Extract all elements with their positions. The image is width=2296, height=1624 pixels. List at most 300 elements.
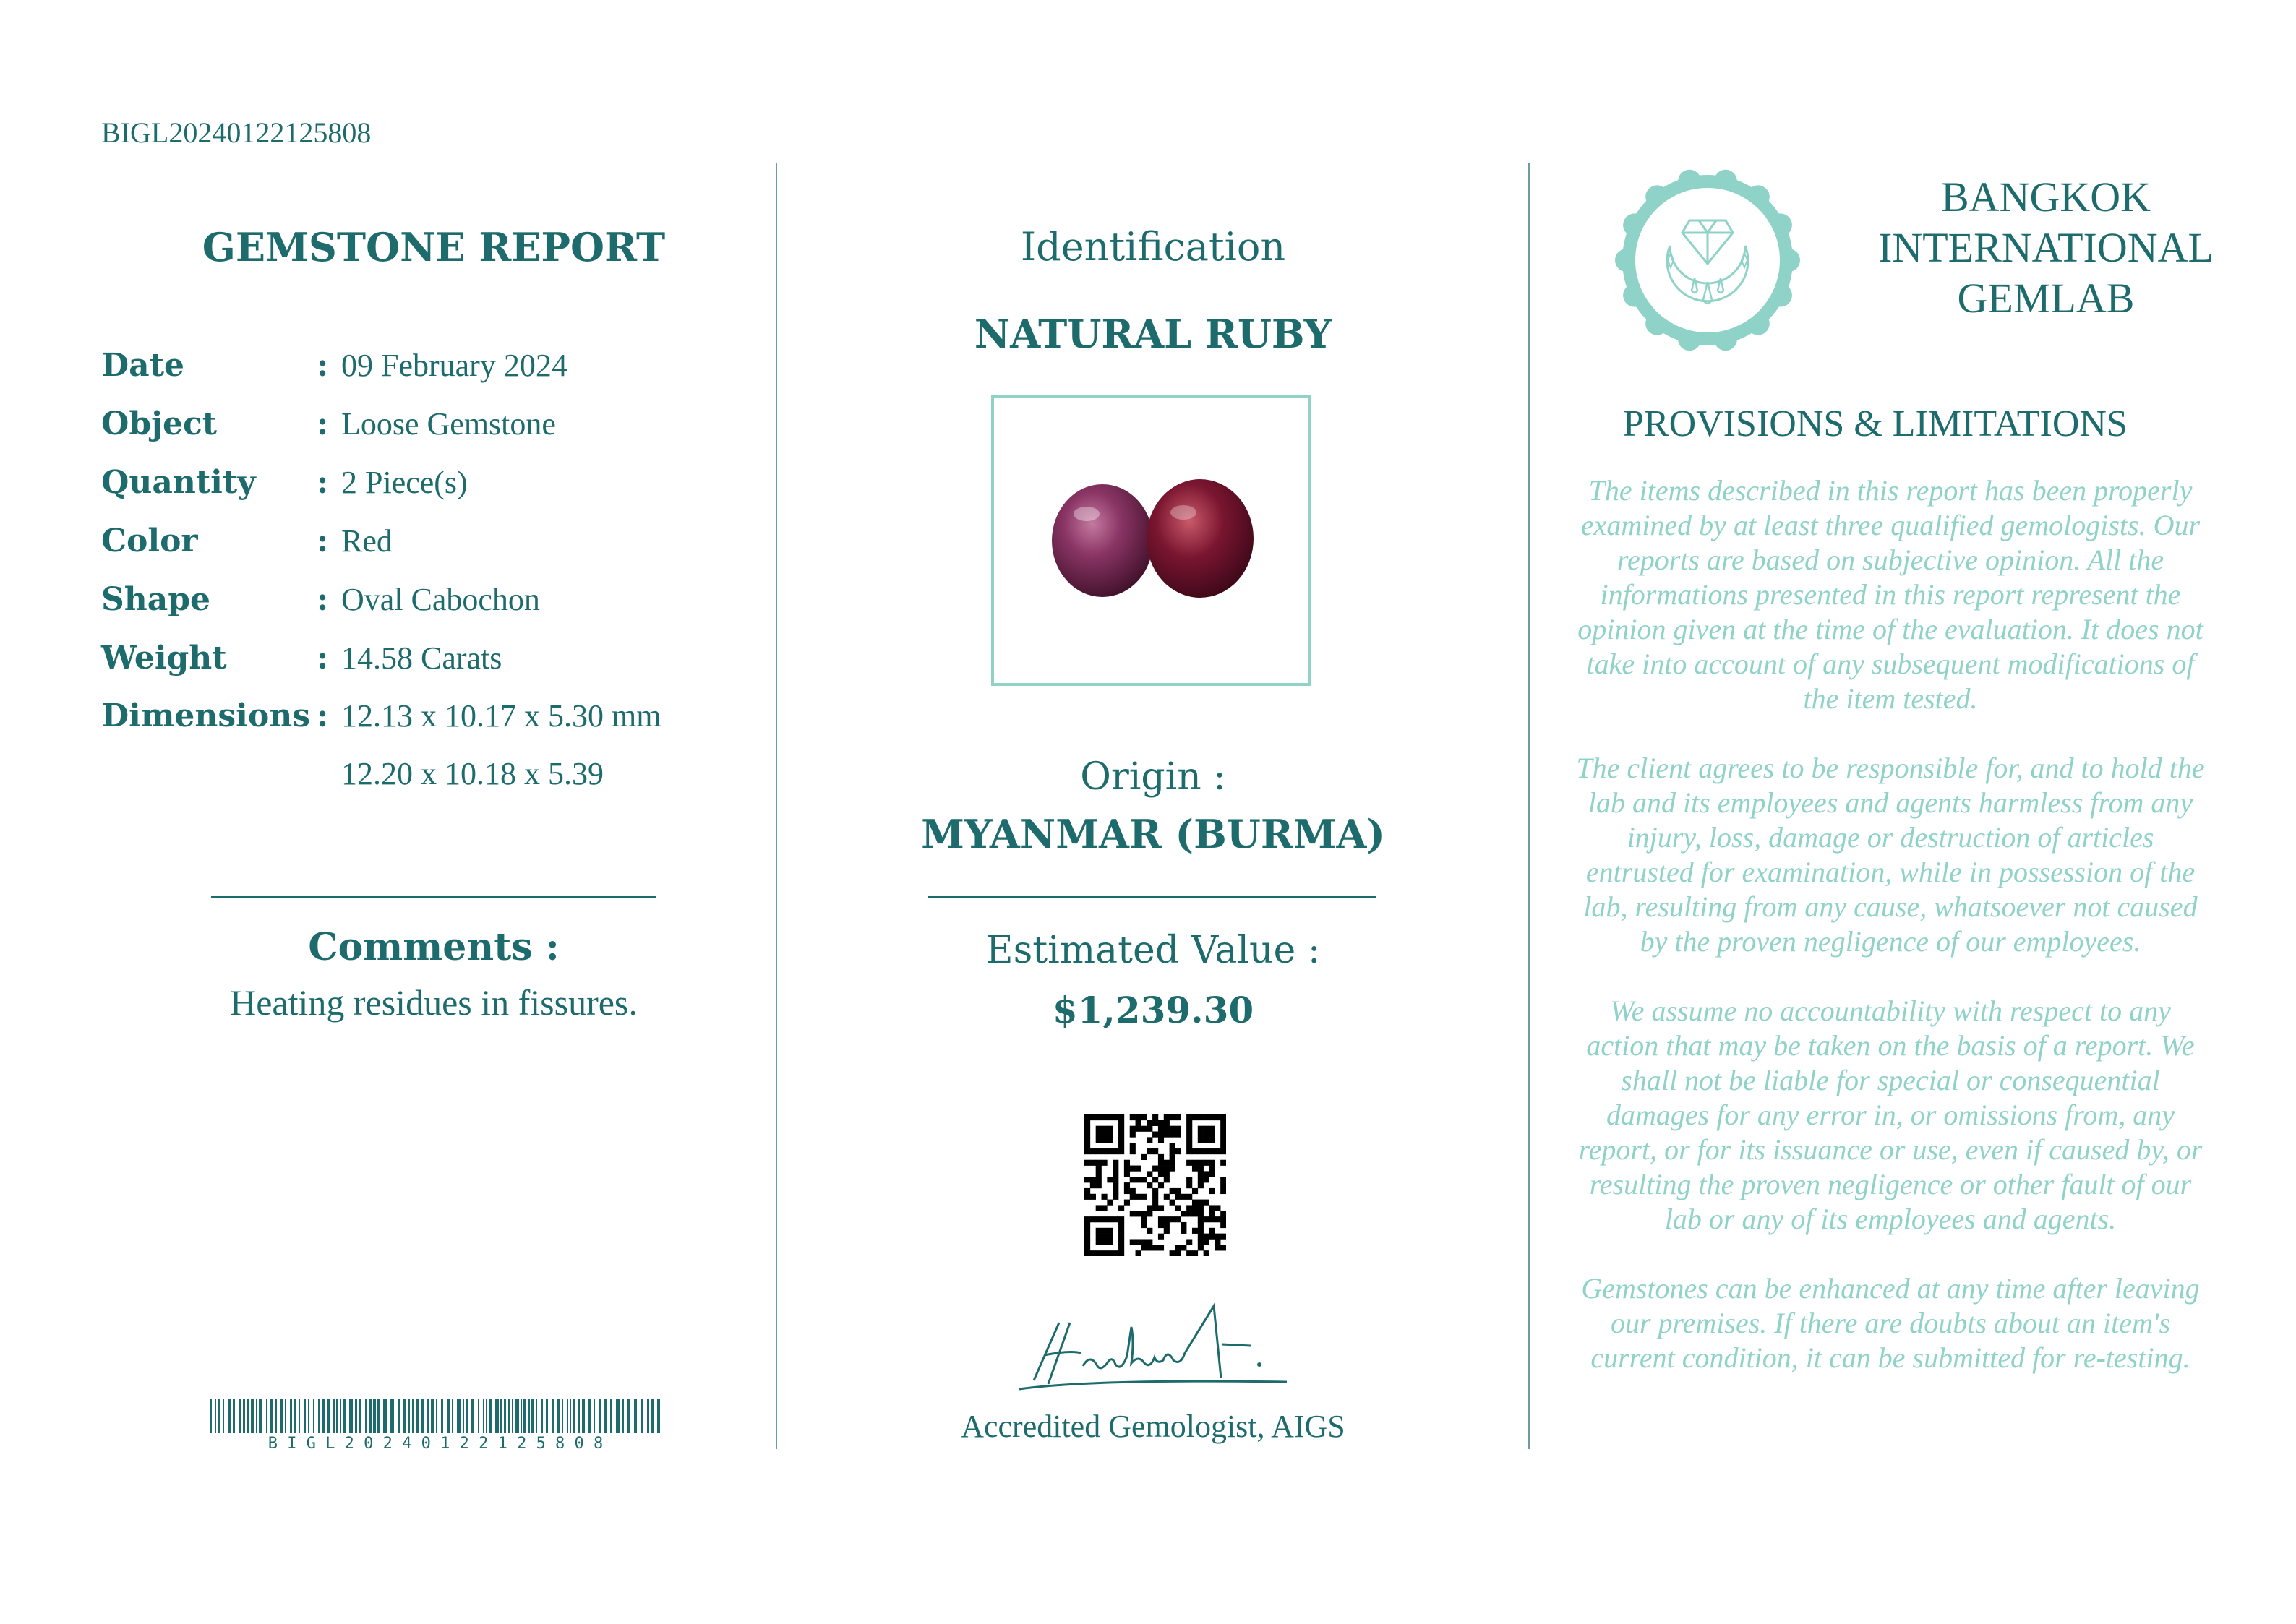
qr-module — [1164, 1132, 1170, 1138]
barcode-bar — [290, 1399, 292, 1433]
signature-role: Accredited Gemologist, AIGS — [961, 1409, 1345, 1444]
barcode-bar — [512, 1399, 513, 1433]
qr-module — [1220, 1137, 1226, 1143]
barcode-bar — [383, 1399, 387, 1433]
qr-module — [1220, 1216, 1226, 1222]
field-colon: : — [317, 405, 329, 442]
qr-module — [1141, 1126, 1147, 1132]
qr-module — [1118, 1143, 1124, 1148]
qr-module — [1198, 1126, 1204, 1132]
qr-module — [1096, 1171, 1102, 1177]
qr-module — [1124, 1200, 1130, 1206]
qr-module — [1152, 1194, 1158, 1200]
qr-module — [1209, 1216, 1215, 1222]
barcode-bar — [259, 1399, 262, 1433]
qr-module — [1209, 1171, 1215, 1177]
qr-module — [1090, 1160, 1096, 1166]
barcode-bar — [515, 1399, 519, 1433]
barcode-bar — [508, 1399, 510, 1433]
qr-module — [1220, 1160, 1226, 1166]
qr-module — [1096, 1205, 1102, 1211]
qr-module — [1198, 1114, 1204, 1120]
qr-module — [1107, 1216, 1113, 1222]
lab-seal-logo — [1614, 166, 1802, 354]
provisions-paragraph-2: The client agrees to be responsible for, and to hold the lab and its employees and agents harmless from any injury, loss, damage or destruction of articles entrusted for examination, while in possession of the lab, resulting from any cause, whatsoever not caused by the proven negligence of our employees. — [1576, 752, 2205, 958]
qr-module — [1147, 1126, 1152, 1132]
qr-module — [1158, 1182, 1164, 1188]
qr-module — [1136, 1120, 1141, 1126]
qr-module — [1152, 1148, 1158, 1154]
barcode-bar — [251, 1399, 254, 1433]
qr-module — [1102, 1228, 1108, 1234]
qr-module — [1118, 1228, 1124, 1234]
qr-module — [1186, 1250, 1192, 1256]
qr-module — [1090, 1182, 1096, 1188]
qr-module — [1130, 1132, 1136, 1138]
barcode-bar — [403, 1399, 406, 1433]
qr-module — [1147, 1211, 1152, 1216]
gemologist-signature — [1005, 1294, 1294, 1402]
qr-module — [1164, 1166, 1170, 1172]
left-divider-line — [211, 896, 656, 898]
qr-module — [1107, 1148, 1113, 1154]
barcode-bar — [441, 1399, 443, 1433]
qr-module — [1192, 1114, 1198, 1120]
barcode-bar — [536, 1399, 537, 1433]
qr-module — [1096, 1182, 1102, 1188]
field-value: 14.58 Carats — [341, 640, 502, 676]
barcode-bar — [570, 1399, 571, 1433]
qr-module — [1107, 1126, 1113, 1132]
qr-module — [1175, 1194, 1181, 1200]
barcode-bar — [359, 1399, 361, 1433]
qr-module — [1209, 1205, 1215, 1211]
provisions-title: PROVISIONS & LIMITATIONS — [1623, 403, 2128, 444]
qr-module — [1113, 1166, 1118, 1172]
qr-module — [1186, 1114, 1192, 1120]
qr-module — [1096, 1160, 1102, 1166]
qr-module — [1152, 1188, 1158, 1194]
qr-module — [1113, 1114, 1118, 1120]
field-label: Color — [101, 523, 198, 559]
qr-module — [1118, 1234, 1124, 1240]
qr-module — [1175, 1250, 1181, 1256]
barcode-bar — [622, 1399, 624, 1433]
qr-module — [1158, 1137, 1164, 1143]
qr-module — [1215, 1216, 1220, 1222]
qr-code[interactable] — [1084, 1114, 1226, 1256]
qr-module — [1186, 1148, 1192, 1154]
barcode-bar — [599, 1399, 601, 1433]
qr-module — [1186, 1137, 1192, 1143]
qr-module — [1164, 1160, 1170, 1166]
qr-module — [1102, 1160, 1108, 1166]
barcode-bar — [523, 1399, 526, 1433]
qr-module — [1192, 1160, 1198, 1166]
qr-module — [1090, 1114, 1096, 1120]
qr-module — [1147, 1137, 1152, 1143]
qr-module — [1136, 1250, 1141, 1256]
qr-module — [1204, 1132, 1209, 1138]
provisions-text — [1576, 473, 2205, 1410]
qr-module — [1192, 1200, 1198, 1206]
qr-module — [1181, 1211, 1186, 1216]
qr-module — [1220, 1132, 1226, 1138]
qr-module — [1136, 1239, 1141, 1245]
provisions-paragraph-4: Gemstones can be enhanced at any time after leaving our premises. If there are doubts about an item's current condition, it can be submitted for re-testing. — [1581, 1272, 2200, 1374]
barcode-bar — [327, 1399, 330, 1433]
barcode-bar — [647, 1399, 649, 1433]
identification-value: NATURAL RUBY — [974, 311, 1332, 357]
qr-module — [1084, 1148, 1090, 1154]
qr-module — [1164, 1171, 1170, 1177]
qr-module — [1107, 1132, 1113, 1138]
qr-module — [1204, 1126, 1209, 1132]
qr-module — [1198, 1200, 1204, 1206]
qr-module — [1186, 1177, 1192, 1182]
lab-name — [1851, 172, 2241, 324]
qr-module — [1096, 1234, 1102, 1240]
barcode-bar — [421, 1399, 424, 1433]
lab-name-line-1: BANGKOK — [1941, 173, 2151, 220]
qr-module — [1124, 1171, 1130, 1177]
qr-module — [1102, 1250, 1108, 1256]
qr-module — [1192, 1205, 1198, 1211]
qr-module — [1113, 1177, 1118, 1182]
qr-module — [1107, 1114, 1113, 1120]
barcode-bar — [486, 1399, 487, 1433]
qr-module — [1209, 1211, 1215, 1216]
qr-module — [1147, 1182, 1152, 1188]
qr-module — [1220, 1120, 1226, 1126]
field-value: Loose Gemstone — [341, 406, 556, 442]
qr-module — [1084, 1177, 1090, 1182]
qr-module — [1124, 1166, 1130, 1172]
qr-module — [1170, 1250, 1175, 1256]
field-value: 09 February 2024 — [341, 348, 567, 383]
barcode-bar — [573, 1399, 575, 1433]
barcode-bar — [610, 1399, 612, 1433]
qr-module — [1152, 1120, 1158, 1126]
barcode-bar — [218, 1399, 220, 1433]
qr-module — [1096, 1239, 1102, 1245]
qr-module — [1084, 1137, 1090, 1143]
qr-module — [1152, 1177, 1158, 1182]
qr-module — [1186, 1160, 1192, 1166]
qr-module — [1096, 1228, 1102, 1234]
qr-module — [1152, 1166, 1158, 1172]
field-colon: : — [317, 464, 329, 501]
qr-module — [1084, 1194, 1090, 1200]
barcode-bar — [483, 1399, 484, 1433]
qr-module — [1192, 1148, 1198, 1154]
qr-module — [1158, 1132, 1164, 1138]
qr-module — [1158, 1216, 1164, 1222]
qr-module — [1198, 1228, 1204, 1234]
field-label: Object — [101, 405, 218, 442]
qr-module — [1113, 1160, 1118, 1166]
qr-module — [1158, 1154, 1164, 1160]
qr-module — [1096, 1126, 1102, 1132]
qr-module — [1130, 1194, 1136, 1200]
qr-module — [1136, 1114, 1141, 1120]
qr-module — [1164, 1222, 1170, 1228]
qr-module — [1113, 1194, 1118, 1200]
qr-module — [1130, 1166, 1136, 1172]
qr-module — [1118, 1250, 1124, 1256]
qr-module — [1147, 1120, 1152, 1126]
field-colon: : — [317, 581, 329, 618]
qr-module — [1130, 1239, 1136, 1245]
qr-module — [1209, 1188, 1215, 1194]
qr-module — [1107, 1200, 1113, 1206]
qr-module — [1175, 1126, 1181, 1132]
qr-module — [1198, 1148, 1204, 1154]
field-colon: : — [317, 697, 329, 734]
qr-module — [1152, 1245, 1158, 1250]
barcode-bar — [604, 1399, 607, 1433]
barcode-bar — [541, 1399, 543, 1433]
qr-module — [1152, 1205, 1158, 1211]
field-label: Date — [101, 347, 184, 384]
barcode-bar — [408, 1399, 410, 1433]
qr-module — [1186, 1182, 1192, 1188]
qr-module — [1102, 1137, 1108, 1143]
barcode-bar — [233, 1399, 235, 1433]
field-value: Red — [341, 523, 393, 559]
barcode-bar — [578, 1399, 580, 1433]
qr-module — [1175, 1205, 1181, 1211]
barcode-bar — [500, 1399, 502, 1433]
qr-module — [1118, 1126, 1124, 1132]
barcode-bar — [447, 1399, 450, 1433]
barcode-bar — [343, 1399, 346, 1433]
qr-module — [1084, 1228, 1090, 1234]
qr-module — [1084, 1239, 1090, 1245]
barcode-bar — [308, 1399, 309, 1433]
qr-module — [1084, 1216, 1090, 1222]
qr-module — [1164, 1228, 1170, 1234]
barcode-bar — [210, 1399, 212, 1433]
qr-module — [1158, 1234, 1164, 1240]
qr-module — [1118, 1216, 1124, 1222]
barcode-bar — [318, 1399, 320, 1433]
qr-module — [1118, 1205, 1124, 1211]
barcode-bar — [466, 1399, 468, 1433]
qr-module — [1198, 1205, 1204, 1211]
barcode-bar — [313, 1399, 314, 1433]
estimated-value: $1,239.30 — [1052, 989, 1254, 1031]
qr-module — [1084, 1250, 1090, 1256]
lab-name-line-3: GEMLAB — [1957, 275, 2135, 322]
barcode-bar — [340, 1399, 341, 1433]
qr-module — [1107, 1239, 1113, 1245]
barcode-bar — [546, 1399, 548, 1433]
qr-module — [1204, 1239, 1209, 1245]
barcode-bar — [412, 1399, 414, 1433]
qr-module — [1204, 1234, 1209, 1240]
qr-module — [1186, 1143, 1192, 1148]
qr-module — [1147, 1239, 1152, 1245]
barcode-bar — [634, 1399, 637, 1433]
qr-module — [1204, 1171, 1209, 1177]
qr-module — [1102, 1194, 1108, 1200]
qr-module — [1124, 1188, 1130, 1194]
qr-module — [1175, 1148, 1181, 1154]
qr-module — [1102, 1132, 1108, 1138]
qr-module — [1152, 1200, 1158, 1206]
qr-module — [1090, 1148, 1096, 1154]
lab-name-line-2: INTERNATIONAL — [1878, 224, 2214, 271]
qr-module — [1130, 1148, 1136, 1154]
qr-module — [1170, 1126, 1175, 1132]
qr-module — [1147, 1148, 1152, 1154]
qr-module — [1113, 1171, 1118, 1177]
qr-module — [1102, 1114, 1108, 1120]
qr-module — [1130, 1126, 1136, 1132]
qr-module — [1107, 1234, 1113, 1240]
barcode-bar — [333, 1399, 335, 1433]
qr-module — [1124, 1182, 1130, 1188]
qr-module — [1084, 1234, 1090, 1240]
qr-module — [1186, 1120, 1192, 1126]
qr-module — [1198, 1137, 1204, 1143]
qr-module — [1198, 1245, 1204, 1250]
qr-module — [1102, 1205, 1108, 1211]
qr-module — [1141, 1216, 1147, 1222]
qr-module — [1136, 1126, 1141, 1132]
qr-module — [1198, 1239, 1204, 1245]
barcode-bar — [398, 1399, 400, 1433]
qr-module — [1113, 1188, 1118, 1194]
qr-module — [1158, 1166, 1164, 1172]
qr-module — [1096, 1148, 1102, 1154]
qr-module — [1215, 1114, 1220, 1120]
barcode-bar — [463, 1399, 464, 1433]
qr-module — [1215, 1148, 1220, 1154]
qr-module — [1186, 1211, 1192, 1216]
report-number: BIGL20240122125808 — [101, 116, 372, 149]
qr-module — [1170, 1160, 1175, 1166]
estimated-value-label: Estimated Value : — [985, 929, 1321, 972]
qr-module — [1136, 1177, 1141, 1182]
qr-module — [1164, 1194, 1170, 1200]
qr-module — [1209, 1228, 1215, 1234]
qr-module — [1102, 1234, 1108, 1240]
field-label: Weight — [101, 640, 227, 676]
qr-module — [1113, 1216, 1118, 1222]
qr-module — [1136, 1166, 1141, 1172]
qr-module — [1209, 1234, 1215, 1240]
qr-module — [1181, 1245, 1186, 1250]
qr-module — [1147, 1171, 1152, 1177]
qr-module — [1220, 1114, 1226, 1120]
qr-module — [1170, 1114, 1175, 1120]
qr-module — [1102, 1126, 1108, 1132]
barcode-bar — [452, 1399, 453, 1433]
barcode-bar — [369, 1399, 372, 1433]
barcode-bar — [495, 1399, 499, 1433]
qr-module — [1141, 1154, 1147, 1160]
qr-module — [1204, 1200, 1209, 1206]
qr-module — [1220, 1245, 1226, 1250]
barcode-bar — [528, 1399, 530, 1433]
qr-module — [1215, 1205, 1220, 1211]
qr-module — [1102, 1239, 1108, 1245]
qr-module — [1170, 1166, 1175, 1172]
barcode-bar — [390, 1399, 394, 1433]
barcode-bar — [588, 1399, 591, 1433]
qr-module — [1107, 1137, 1113, 1143]
qr-module — [1220, 1182, 1226, 1188]
column-divider-left — [776, 163, 777, 1449]
provisions-paragraph-3: We assume no accountability with respect to any action that may be taken on the basis of a report. We shall not be liable for special or consequential damages for any error in, or omissions from, any report, or for its issuance or use, even if caused by, or resulting the proven negligence or other fault of our lab or any of its employees and agents. — [1578, 994, 2203, 1235]
qr-module — [1192, 1250, 1198, 1256]
qr-module — [1209, 1148, 1215, 1154]
qr-module — [1102, 1216, 1108, 1222]
barcode-bar — [657, 1399, 660, 1433]
gemstone-photo-frame — [991, 395, 1311, 686]
qr-module — [1141, 1194, 1147, 1200]
barcode-bar — [436, 1399, 437, 1433]
qr-module — [1192, 1228, 1198, 1234]
qr-module — [1107, 1250, 1113, 1256]
qr-module — [1170, 1200, 1175, 1206]
qr-module — [1215, 1239, 1220, 1245]
qr-module — [1147, 1205, 1152, 1211]
ruby-gemstones-image — [994, 398, 1308, 683]
qr-module — [1096, 1250, 1102, 1256]
field-label: Shape — [101, 581, 211, 618]
qr-module — [1084, 1245, 1090, 1250]
barcode-bar — [504, 1399, 506, 1433]
qr-module — [1118, 1114, 1124, 1120]
qr-module — [1096, 1166, 1102, 1172]
qr-module — [1158, 1222, 1164, 1228]
barcode-bar — [355, 1399, 357, 1433]
barcode-bar — [243, 1399, 245, 1433]
comments-text: Heating residues in fissures. — [230, 982, 638, 1023]
qr-module — [1220, 1177, 1226, 1182]
field-value: 12.13 x 10.17 x 5.30 mm — [341, 698, 661, 734]
barcode-bar — [478, 1399, 479, 1433]
qr-module — [1164, 1120, 1170, 1126]
qr-module — [1090, 1194, 1096, 1200]
qr-module — [1096, 1177, 1102, 1182]
qr-module — [1084, 1120, 1090, 1126]
qr-module — [1186, 1126, 1192, 1132]
barcode-bar — [256, 1399, 257, 1433]
qr-module — [1096, 1137, 1102, 1143]
qr-module — [1136, 1211, 1141, 1216]
qr-module — [1158, 1160, 1164, 1166]
qr-module — [1198, 1216, 1204, 1222]
qr-module — [1084, 1188, 1090, 1194]
qr-module — [1198, 1132, 1204, 1138]
qr-module — [1118, 1148, 1124, 1154]
qr-module — [1158, 1120, 1164, 1126]
identification-label: Identification — [1020, 224, 1286, 270]
qr-module — [1152, 1132, 1158, 1138]
qr-module — [1204, 1148, 1209, 1154]
qr-module — [1175, 1114, 1181, 1120]
qr-module — [1209, 1126, 1215, 1132]
qr-module — [1084, 1143, 1090, 1148]
barcode-bar — [322, 1399, 325, 1433]
column-divider-right — [1528, 163, 1530, 1449]
barcode-bar — [594, 1399, 595, 1433]
qr-module — [1102, 1148, 1108, 1154]
